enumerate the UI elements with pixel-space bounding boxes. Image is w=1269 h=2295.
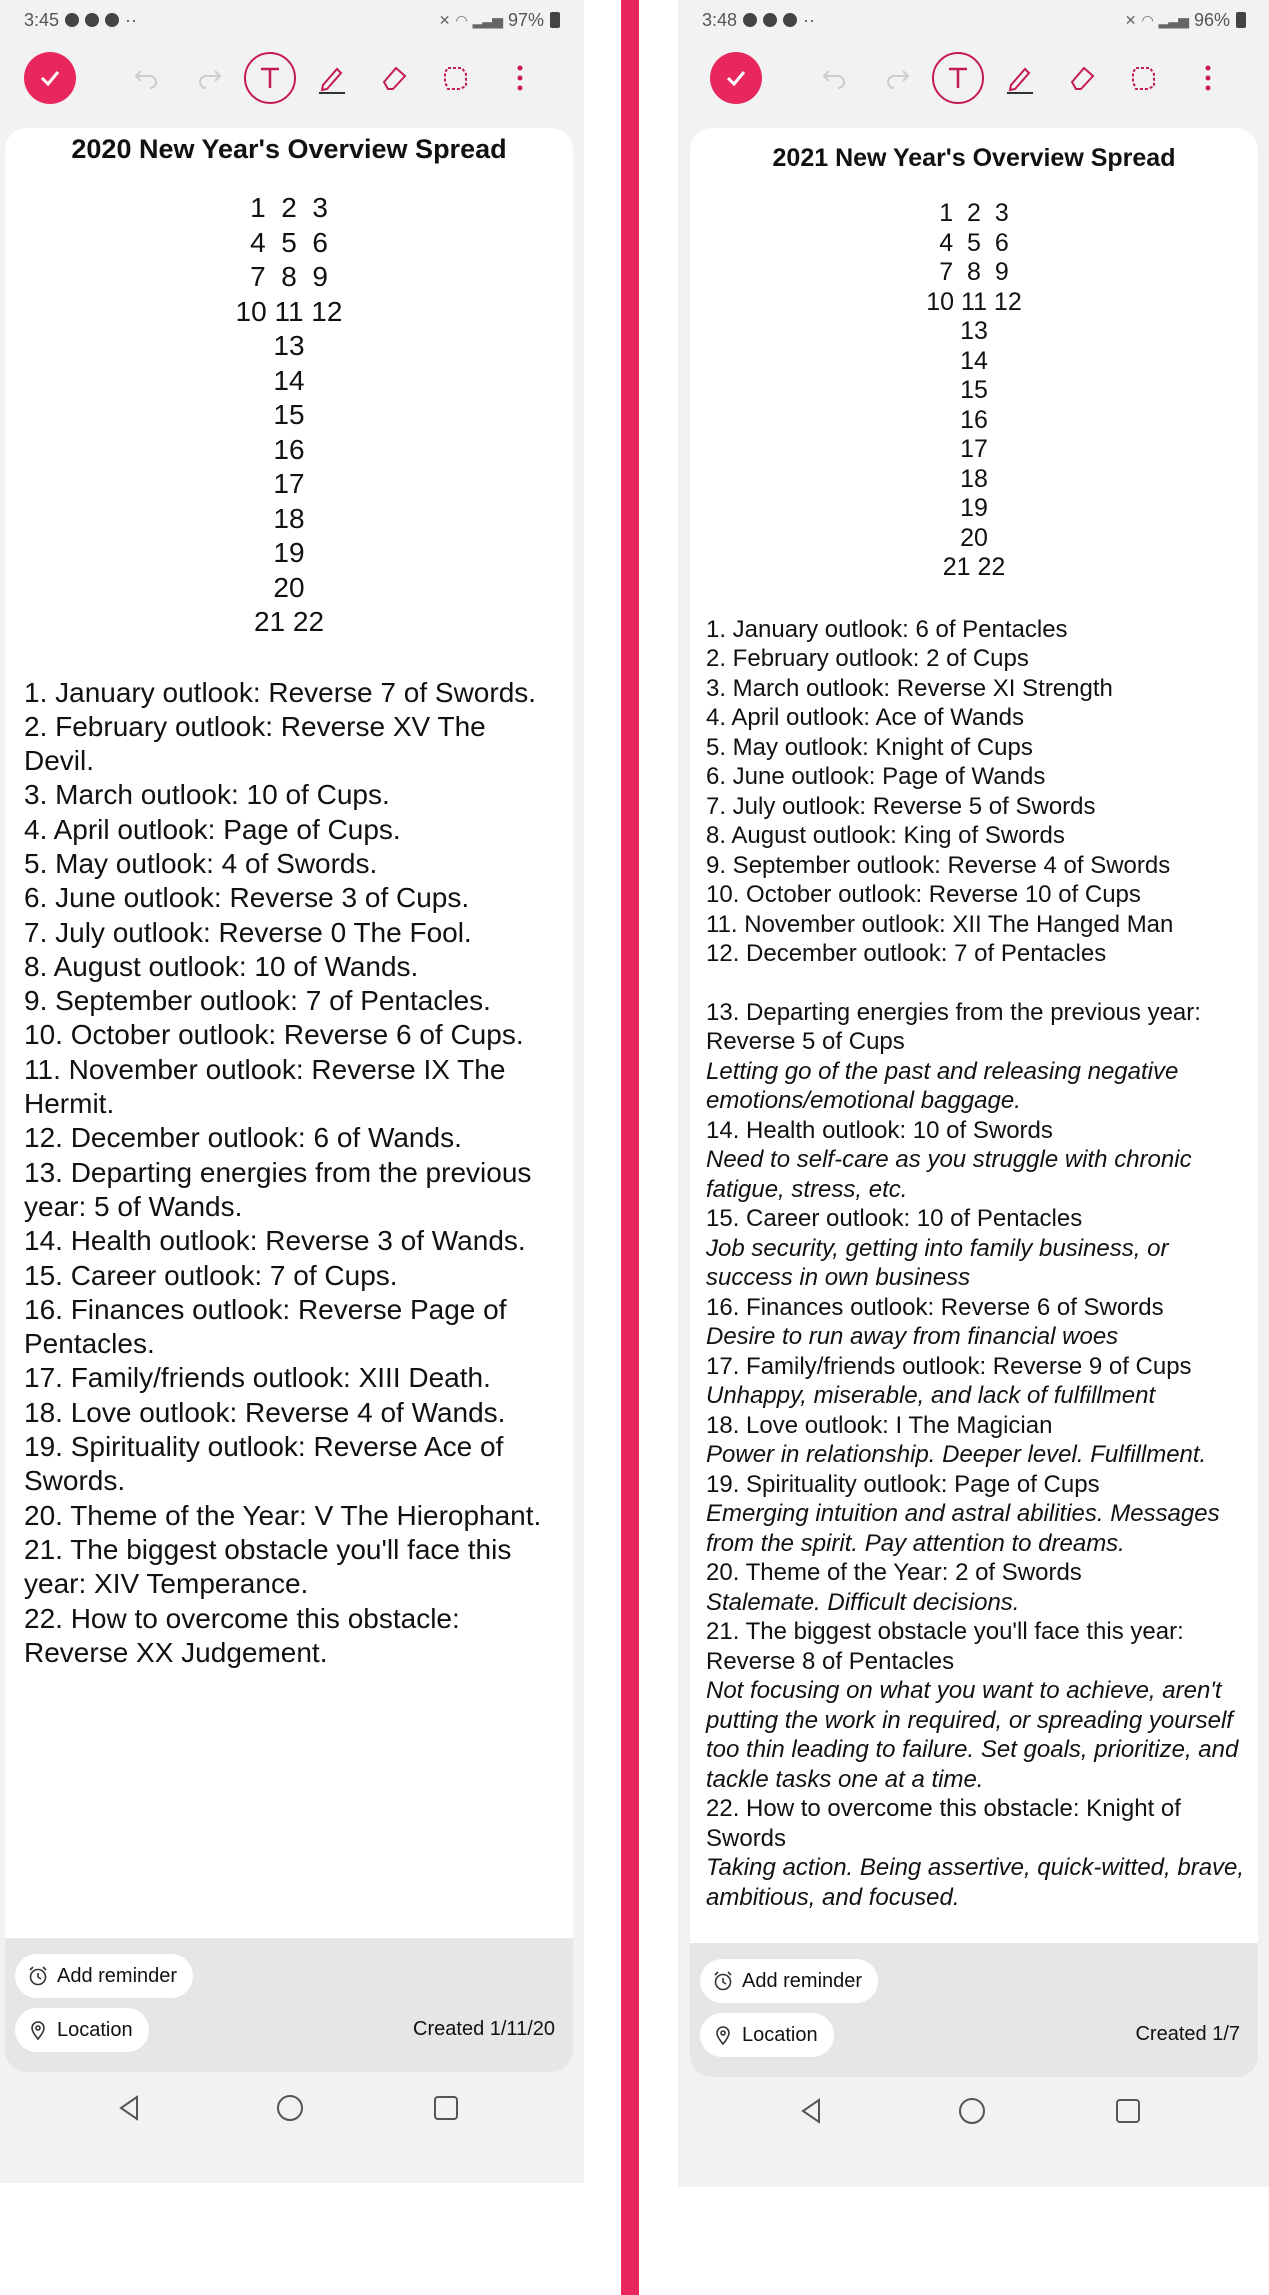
reading-item: 22. How to overcome this obstacle: Reverse XX Judgement. [24, 1602, 460, 1668]
reading-meaning: Letting go of the past and releasing negative emotions/emotional baggage. [706, 1057, 1179, 1114]
eraser-icon [1066, 62, 1098, 94]
wifi-icon: ◠ [455, 11, 467, 28]
reading-meaning: Power in relationship. Deeper level. Fulfillment. [706, 1441, 1207, 1468]
add-reminder-label: Add reminder [57, 1964, 178, 1987]
battery-icon [1236, 12, 1246, 28]
lasso-icon [440, 62, 472, 94]
spread-layout-grid [5, 191, 573, 640]
reading-item: 10. October outlook: Reverse 10 of Cups [706, 881, 1141, 908]
reading-item: 9. September outlook: 7 of Pentacles. [24, 985, 491, 1017]
grid-row: 14 [273, 364, 305, 396]
grid-row: 16 [273, 433, 305, 465]
status-time: 3:45 [24, 9, 60, 30]
check-icon [37, 65, 63, 91]
reading-item: 12. December outlook: 6 of Wands. [24, 1122, 462, 1154]
text-mode-button[interactable] [244, 52, 296, 104]
reading-item: 2. February outlook: Reverse XV The Devil. [24, 710, 486, 777]
lasso-button[interactable] [430, 52, 482, 104]
reading-item: 15. Career outlook: 7 of Cups. [24, 1259, 398, 1291]
grid-row: 15 [960, 376, 988, 404]
facebook-icon [743, 13, 757, 27]
grid-row: 15 [273, 399, 305, 430]
reading-item: 7. July outlook: Reverse 5 of Swords [706, 792, 1096, 820]
reading-item: 11. November outlook: Reverse IX The Hermit. [24, 1053, 506, 1120]
grid-row: 13 [273, 330, 305, 361]
grid-row: 10 11 12 [926, 287, 1022, 316]
back-button[interactable] [790, 2089, 834, 2133]
home-circle-icon [956, 2095, 988, 2127]
undo-icon [819, 63, 849, 93]
reading-item: 13. Departing energies from the previous year: 5 of Wands. [24, 1156, 532, 1222]
reading-item: 8. August outlook: 10 of Wands. [24, 950, 419, 982]
grid-row: 21 22 [942, 553, 1006, 581]
signal-icon: ▂▃▅ [472, 11, 502, 28]
phone-screenshot-right [678, 0, 1269, 2187]
reading-item: 13. Departing energies from the previous year: Reverse 5 of Cups [706, 998, 1201, 1055]
reading-item: 14. Health outlook: 10 of Swords [706, 1116, 1053, 1144]
eraser-icon [378, 62, 410, 94]
reading-list [5, 676, 573, 1671]
reading-item: 4. April outlook: Page of Cups. [24, 813, 401, 845]
grid-row: 14 [960, 346, 988, 375]
grid-row: 18 [273, 502, 305, 534]
grid-row: 4 5 6 [250, 226, 328, 258]
location-label: Location [742, 2023, 818, 2046]
grid-row: 20 [960, 523, 988, 552]
home-button[interactable] [950, 2089, 994, 2133]
reading-item: 15. Career outlook: 10 of Pentacles [706, 1205, 1083, 1232]
note-toolbar [0, 48, 584, 108]
reading-item: 17. Family/friends outlook: Reverse 9 of Cups [706, 1352, 1192, 1380]
grid-row: 10 11 12 [235, 295, 343, 327]
reading-item: 18. Love outlook: Reverse 4 of Wands. [24, 1396, 506, 1428]
location-button[interactable] [700, 2013, 834, 2057]
add-reminder-label: Add reminder [742, 1969, 863, 1992]
reading-meaning: Need to self-care as you struggle with chronic fatigue, stress, etc. [706, 1146, 1192, 1203]
undo-icon [131, 63, 161, 93]
notification-icon [763, 13, 777, 27]
grid-row: 1 2 3 [939, 199, 1009, 227]
battery-icon [550, 12, 560, 28]
save-check-button[interactable] [24, 52, 76, 104]
grid-row: 18 [960, 464, 988, 493]
reading-item: 3. March outlook: 10 of Cups. [24, 779, 390, 811]
center-divider [621, 0, 639, 2295]
recents-button[interactable] [1106, 2089, 1150, 2133]
text-icon [943, 63, 973, 93]
back-button[interactable] [108, 2086, 152, 2130]
home-circle-icon [274, 2092, 306, 2124]
lasso-icon [1128, 62, 1160, 94]
reading-item: 7. July outlook: Reverse 0 The Fool. [24, 916, 472, 948]
reading-meaning: Job security, getting into family business, or success in own business [706, 1234, 1169, 1291]
grid-row: 7 8 9 [250, 261, 328, 292]
reading-item: 5. May outlook: Knight of Cups [706, 733, 1033, 761]
check-icon [723, 65, 749, 91]
reading-meaning: Unhappy, miserable, and lack of fulfillment [706, 1382, 1156, 1409]
reading-item: 1. January outlook: Reverse 7 of Swords. [24, 676, 537, 708]
recents-square-icon [1113, 2096, 1143, 2126]
grid-row: 19 [273, 537, 305, 568]
reading-item: 20. Theme of the Year: V The Hierophant. [24, 1499, 542, 1531]
battery-percent: 96% [1193, 9, 1230, 30]
more-options-button[interactable] [1182, 52, 1234, 104]
notification-icon [85, 13, 99, 27]
reading-item: 17. Family/friends outlook: XIII Death. [24, 1362, 491, 1394]
note-title: 2020 New Year's Overview Spread [71, 134, 507, 164]
location-pin-icon [27, 2019, 49, 2041]
reading-item: 5. May outlook: 4 of Swords. [24, 847, 378, 879]
spread-layout-grid [690, 199, 1258, 583]
location-button[interactable] [15, 2008, 149, 2052]
alarm-clock-icon [27, 1965, 49, 1987]
reading-meaning: Stalemate. Difficult decisions. [706, 1588, 1020, 1616]
pen-button[interactable] [306, 52, 358, 104]
signal-icon: ▂▃▅ [1158, 11, 1188, 28]
lasso-button[interactable] [1118, 52, 1170, 104]
note-body[interactable] [5, 128, 573, 2008]
save-check-button[interactable] [710, 52, 762, 104]
notification-icon [783, 13, 797, 27]
grid-row: 20 [273, 571, 305, 603]
status-time: 3:48 [702, 9, 738, 30]
undo-button[interactable] [808, 52, 860, 104]
spacer [706, 969, 1250, 998]
reading-item: 14. Health outlook: Reverse 3 of Wands. [24, 1225, 526, 1257]
status-more-dots: ·· [125, 9, 138, 30]
recents-square-icon [431, 2093, 461, 2123]
home-button[interactable] [268, 2086, 312, 2130]
grid-row: 7 8 9 [939, 258, 1009, 286]
more-icon [515, 63, 525, 93]
system-nav-bar [678, 2071, 1269, 2151]
reading-item: 21. The biggest obstacle you'll face this year: XIV Temperance. [24, 1533, 512, 1600]
reading-item: 6. June outlook: Page of Wands [706, 763, 1046, 790]
grid-row: 17 [960, 435, 988, 463]
reading-item: 9. September outlook: Reverse 4 of Swords [706, 851, 1171, 879]
redo-button[interactable] [184, 52, 236, 104]
system-nav-bar [0, 2068, 584, 2148]
more-options-button[interactable] [494, 52, 546, 104]
eraser-button[interactable] [368, 52, 420, 104]
reading-meaning: Emerging intuition and astral abilities. Messages from the spirit. Pay attention to dreams. [706, 1500, 1220, 1557]
reading-item: 16. Finances outlook: Reverse 6 of Swords [706, 1293, 1164, 1321]
reading-item: 1. January outlook: 6 of Pentacles [706, 615, 1068, 643]
reading-meaning: Desire to run away from financial woes [706, 1323, 1119, 1350]
note-footer [5, 1938, 573, 2072]
reading-item: 21. The biggest obstacle you'll face this year: Reverse 8 of Pentacles [706, 1618, 1184, 1675]
mute-icon: ✕ [438, 11, 450, 28]
reading-meaning: Not focusing on what you want to achieve, aren't putting the work in required, or spreading yourself too thin leading to failure. Set goals, prioritize, and tackle tasks one at a time. [706, 1677, 1239, 1793]
reading-item: 8. August outlook: King of Swords [706, 822, 1065, 849]
reading-item: 12. December outlook: 7 of Pentacles [706, 940, 1107, 967]
reading-item: 2. February outlook: 2 of Cups [706, 645, 1029, 672]
text-icon [255, 63, 285, 93]
eraser-button[interactable] [1056, 52, 1108, 104]
reading-item: 6. June outlook: Reverse 3 of Cups. [24, 882, 470, 914]
reading-item: 10. October outlook: Reverse 6 of Cups. [24, 1019, 524, 1051]
reading-item: 18. Love outlook: I The Magician [706, 1411, 1053, 1439]
pen-button[interactable] [994, 52, 1046, 104]
redo-icon [195, 63, 225, 93]
created-date: Created 1/11/20 [413, 2018, 555, 2040]
reading-item: 19. Spirituality outlook: Reverse Ace of Swords. [24, 1431, 504, 1497]
grid-row: 17 [273, 468, 305, 499]
phone-screenshot-left [0, 0, 584, 2183]
facebook-icon [65, 13, 79, 27]
recents-button[interactable] [424, 2086, 468, 2130]
note-footer [690, 1943, 1258, 2077]
add-reminder-button[interactable] [700, 1959, 878, 2003]
grid-row: 1 2 3 [250, 192, 328, 223]
grid-row: 19 [960, 494, 988, 522]
reading-item: 22. How to overcome this obstacle: Knight of Swords [706, 1795, 1181, 1852]
battery-percent: 97% [507, 9, 544, 30]
note-toolbar [678, 48, 1269, 108]
redo-button[interactable] [872, 52, 924, 104]
status-more-dots: ·· [803, 9, 816, 30]
wifi-icon: ◠ [1141, 11, 1153, 28]
redo-icon [883, 63, 913, 93]
note-body[interactable] [690, 128, 1258, 2008]
pen-icon [1003, 61, 1037, 95]
grid-row: 4 5 6 [939, 228, 1009, 257]
grid-row: 21 22 [253, 606, 325, 637]
status-bar [678, 0, 1269, 40]
more-icon [1203, 63, 1213, 93]
text-mode-button[interactable] [932, 52, 984, 104]
reading-item: 20. Theme of the Year: 2 of Swords [706, 1559, 1082, 1586]
reading-list [690, 615, 1258, 1913]
location-pin-icon [712, 2024, 734, 2046]
back-triangle-icon [797, 2096, 827, 2126]
created-date: Created 1/7 [1135, 2023, 1240, 2045]
status-bar [0, 0, 584, 40]
add-reminder-button[interactable] [15, 1954, 193, 1998]
reading-item: 16. Finances outlook: Reverse Page of Pentacles. [24, 1293, 507, 1360]
location-label: Location [57, 2018, 133, 2041]
back-triangle-icon [115, 2093, 145, 2123]
notification-icon [105, 13, 119, 27]
grid-row: 16 [960, 405, 988, 434]
reading-item: 3. March outlook: Reverse XI Strength [706, 674, 1113, 702]
alarm-clock-icon [712, 1970, 734, 1992]
reading-item: 11. November outlook: XII The Hanged Man [706, 910, 1174, 938]
mute-icon: ✕ [1124, 11, 1136, 28]
grid-row: 13 [960, 317, 988, 345]
reading-item: 19. Spirituality outlook: Page of Cups [706, 1470, 1100, 1498]
undo-button[interactable] [120, 52, 172, 104]
reading-item: 4. April outlook: Ace of Wands [706, 704, 1024, 731]
pen-icon [315, 61, 349, 95]
note-title: 2021 New Year's Overview Spread [772, 144, 1176, 172]
reading-meaning: Taking action. Being assertive, quick-witted, brave, ambitious, and focused. [706, 1854, 1245, 1911]
